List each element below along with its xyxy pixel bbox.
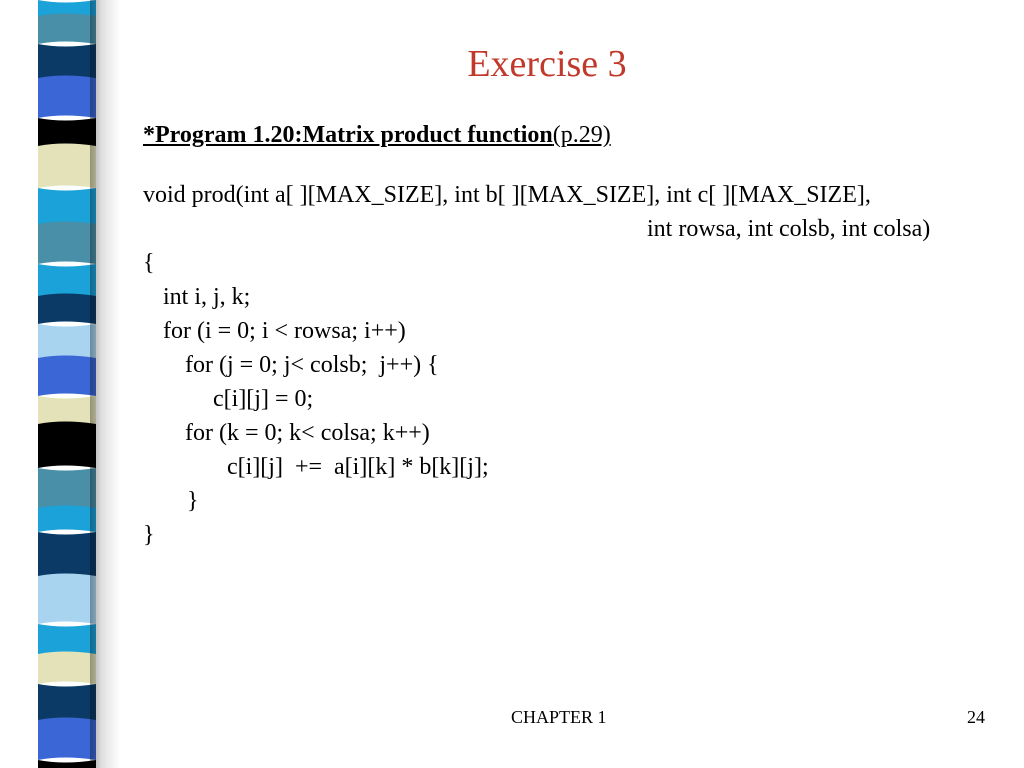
decorative-band bbox=[38, 294, 96, 325]
code-line: void prod(int a[ ][MAX_SIZE], int b[ ][MAX_SIZE], int c[ ][MAX_SIZE], bbox=[143, 182, 871, 208]
footer-chapter: CHAPTER 1 bbox=[511, 707, 607, 727]
code-line: int rowsa, int colsb, int colsa) bbox=[647, 216, 931, 242]
page-number: 24 bbox=[967, 707, 985, 727]
decorative-band bbox=[38, 188, 96, 227]
decorative-band bbox=[38, 264, 96, 299]
decorative-band bbox=[38, 468, 96, 511]
decorative-band bbox=[38, 422, 96, 469]
decorative-band bbox=[38, 532, 96, 579]
decorative-band bbox=[38, 324, 96, 361]
code-line: for (i = 0; i < rowsa; i++) bbox=[163, 318, 406, 344]
code-line: } bbox=[143, 522, 155, 548]
decorative-band bbox=[38, 14, 96, 45]
code-line: c[i][j] += a[i][k] * b[k][j]; bbox=[227, 454, 489, 480]
decorative-band bbox=[38, 356, 96, 397]
decorative-band bbox=[38, 652, 96, 685]
decorative-band bbox=[38, 506, 96, 533]
slide-body bbox=[143, 118, 1013, 552]
decorative-band bbox=[38, 684, 96, 723]
code-line: for (j = 0; j< colsb; j++) { bbox=[185, 352, 439, 378]
code-line: } bbox=[187, 488, 199, 514]
program-heading bbox=[143, 118, 1013, 152]
decorative-band bbox=[38, 718, 96, 761]
code-line: c[i][j] = 0; bbox=[213, 386, 314, 412]
decorative-band bbox=[38, 574, 96, 625]
decorative-band bbox=[38, 760, 96, 768]
code-line: { bbox=[143, 250, 155, 276]
decorative-band bbox=[38, 222, 96, 265]
program-heading-page: (p.29) bbox=[552, 122, 611, 148]
code-line: for (k = 0; k< colsa; k++) bbox=[185, 420, 430, 446]
slide-title: Exercise 3 bbox=[467, 43, 627, 85]
code-line: int i, j, k; bbox=[163, 284, 251, 310]
decorative-band bbox=[38, 144, 96, 189]
code-block bbox=[143, 178, 1013, 552]
program-heading-bold: *Program 1.20:Matrix product function bbox=[143, 122, 553, 148]
band-shadow bbox=[90, 0, 120, 768]
